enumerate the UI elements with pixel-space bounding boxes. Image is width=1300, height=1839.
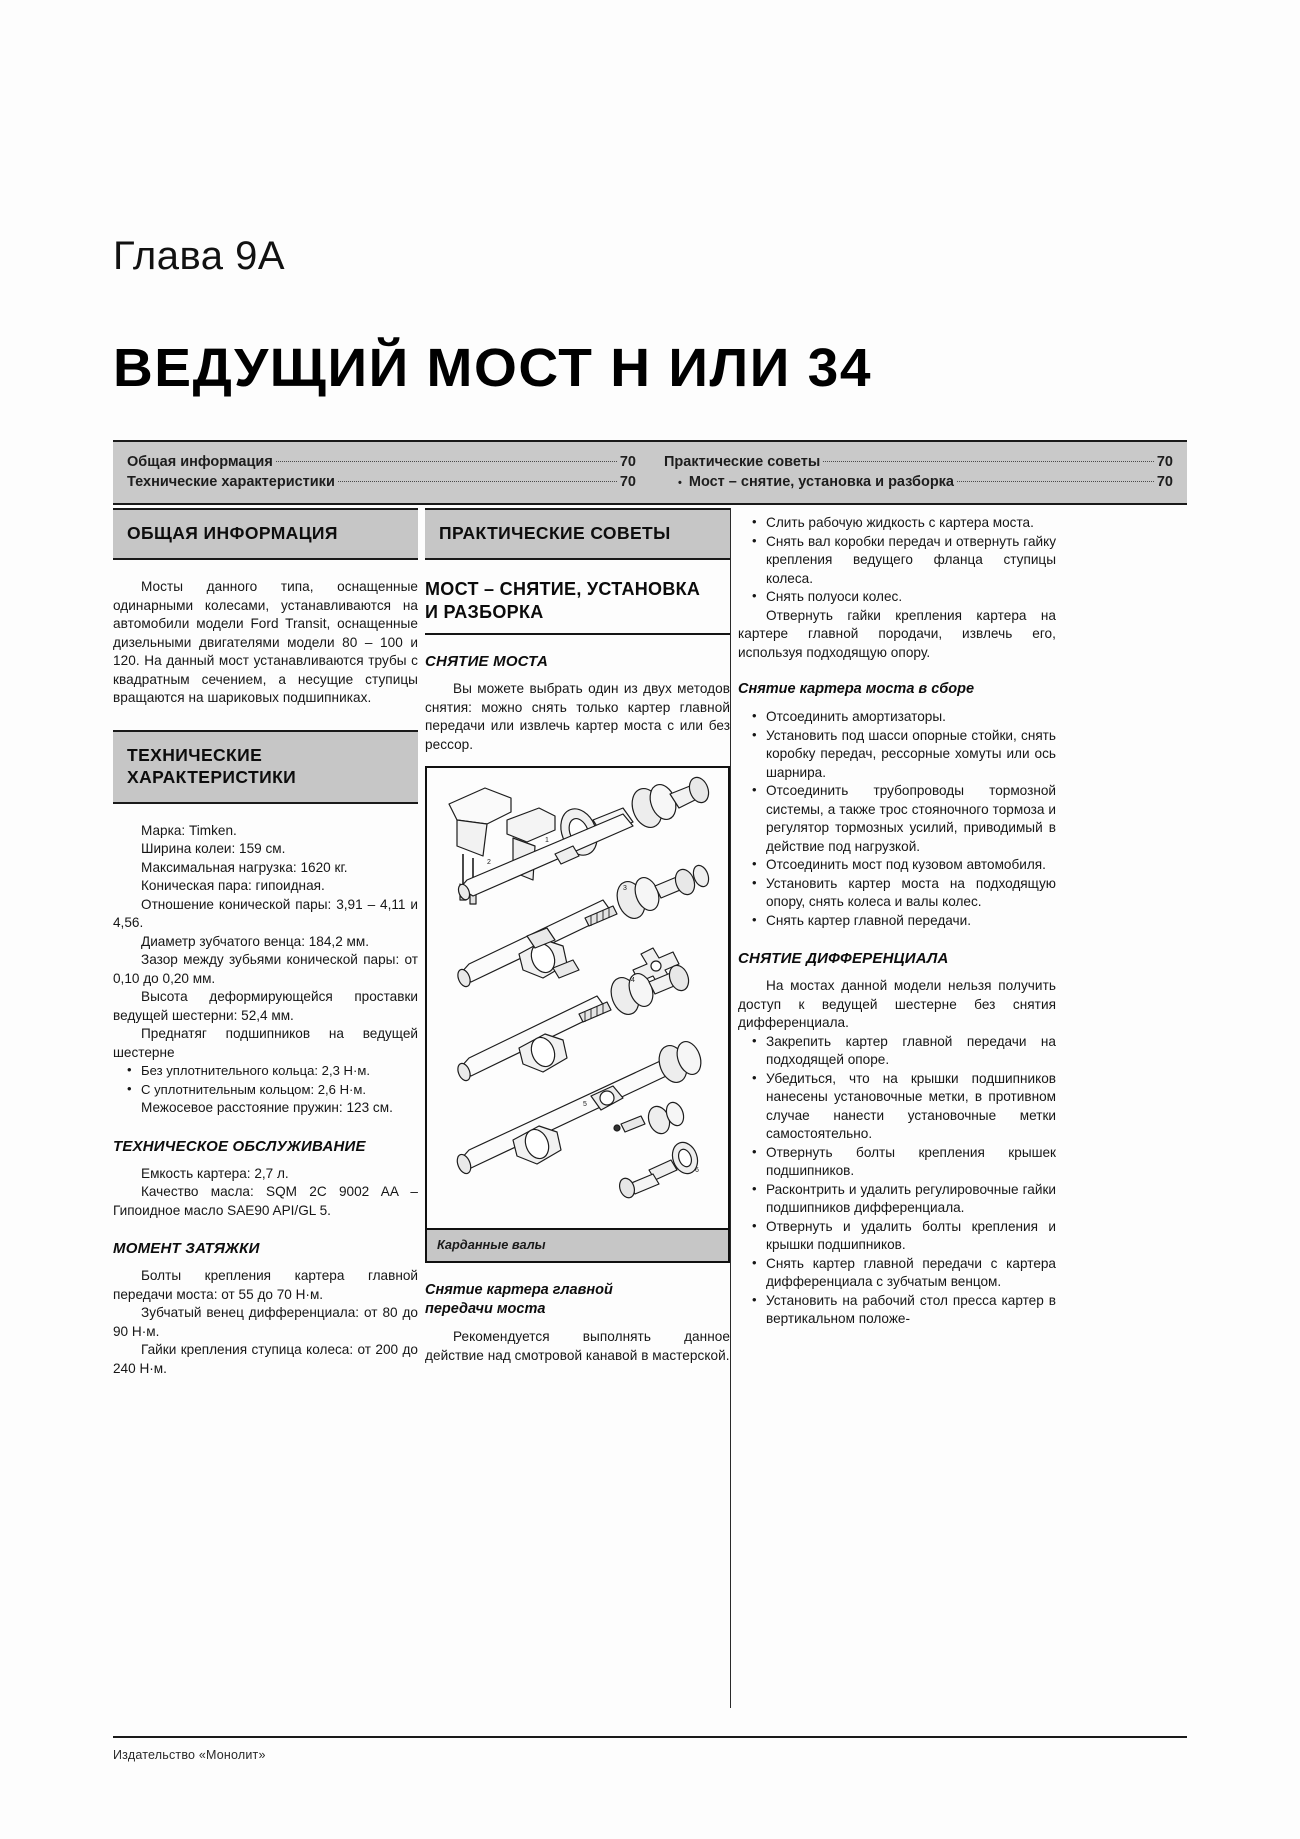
spec-line: Максимальная нагрузка: 1620 кг. bbox=[141, 859, 348, 875]
list-item: • Установить под шасси опорные стойки, снять коробку передач, рессорные хомуты или ось шарнира. bbox=[738, 727, 1056, 783]
list-item: • Отвернуть болты крепления крышек подшипников. bbox=[738, 1144, 1056, 1181]
svg-text:3: 3 bbox=[623, 885, 627, 892]
spec-line: Качество масла: SQM 2C 9002 AA – Гипоидное масло SAE90 API/GL 5. bbox=[113, 1184, 418, 1218]
spec-line: Преднатяг подшипников на ведущей шестерне bbox=[113, 1026, 418, 1060]
spec-line: Болты крепления картера главной передачи моста: от 55 до 70 Н·м. bbox=[113, 1268, 418, 1302]
housing-assembly-bullets bbox=[738, 708, 1056, 930]
differential-bullets bbox=[738, 1033, 1056, 1329]
toc-entry-label: Практические советы bbox=[664, 454, 821, 470]
housing-removal-paragraph: Рекомендуется выполнять данное действие над смотровой канавой в мастерской. bbox=[425, 1329, 730, 1363]
list-item: • Снять картер главной передачи. bbox=[738, 912, 1056, 931]
spec-line: Высота деформирующейся проставки ведущей шестерни: 52,4 мм. bbox=[113, 989, 418, 1023]
column-practical-tips bbox=[425, 508, 730, 1365]
list-item: • Снять вал коробки передач и отвернуть гайку крепления ведущего фланца ступицы колеса. bbox=[738, 533, 1056, 589]
toc-entry bbox=[664, 452, 1173, 472]
subsection-title-axle-removal: СНЯТИЕ МОСТА bbox=[425, 653, 548, 670]
spec-line: Емкость картера: 2,7 л. bbox=[141, 1165, 289, 1181]
figure-image bbox=[427, 768, 728, 1228]
toc-entry-label: Мост – снятие, установка и разборка bbox=[688, 474, 955, 490]
driveshaft-diagram-svg bbox=[427, 768, 728, 1228]
list-item: • Отсоединить амортизаторы. bbox=[738, 708, 1056, 727]
section-header-technical-specs bbox=[113, 730, 418, 804]
toc-entry bbox=[127, 452, 636, 472]
section-title: ПРАКТИЧЕСКИЕ СОВЕТЫ bbox=[439, 523, 671, 543]
figure-caption: Карданные валы bbox=[427, 1228, 728, 1261]
list-item: • Расконтрить и удалить регулировочные гайки подшипников дифференциала. bbox=[738, 1181, 1056, 1218]
footer-divider bbox=[113, 1736, 1187, 1738]
section-title-line1: ТЕХНИЧЕСКИЕ bbox=[127, 744, 263, 765]
subsection-title-housing-assembly: Снятие картера моста в сборе bbox=[738, 681, 975, 697]
toc-entry-page: 70 bbox=[1156, 454, 1173, 470]
housing-removal-title-line1: Снятие картера главной bbox=[425, 1282, 613, 1298]
spec-line: Отношение конической пары: 3,91 – 4,11 и 4,56. bbox=[113, 896, 418, 930]
housing-nuts-paragraph: Отвернуть гайки крепления картера на картере главной породачи, извлечь его, используя подходящую опору. bbox=[738, 607, 1056, 660]
table-of-contents bbox=[113, 440, 1187, 505]
spec-line: Коническая пара: гипоидная. bbox=[141, 878, 325, 893]
section-title-line2: ХАРАКТЕРИСТИКИ bbox=[127, 766, 297, 787]
differential-paragraph: На мостах данной модели нельзя получить доступ к ведущей шестерне без снятия дифференциала. bbox=[738, 978, 1056, 1030]
list-item: • Закрепить картер главной передачи на подходящей опоре. bbox=[738, 1033, 1056, 1070]
column-divider bbox=[730, 508, 731, 1708]
svg-text:5: 5 bbox=[583, 1101, 587, 1108]
topic-title-line1: МОСТ – СНЯТИЕ, УСТАНОВКА bbox=[425, 579, 701, 599]
section-title: ОБЩАЯ ИНФОРМАЦИЯ bbox=[127, 523, 338, 543]
svg-text:4: 4 bbox=[631, 977, 635, 984]
list-item: • Отсоединить трубопроводы тормозной системы, а также трос стояночного тормоза и регулятор тормозных усилий, приводимый в действие под нагрузкой. bbox=[738, 782, 1056, 856]
toc-leader-dots bbox=[957, 481, 1154, 482]
preload-bullet-list bbox=[113, 1062, 418, 1099]
toc-entry-page: 70 bbox=[619, 454, 636, 470]
toc-column-left bbox=[113, 452, 650, 493]
list-item: • Отвернуть и удалить болты крепления и крышки подшипников. bbox=[738, 1218, 1056, 1255]
subsection-title-housing-removal bbox=[425, 1281, 730, 1319]
svg-text:1: 1 bbox=[545, 837, 549, 844]
toc-leader-dots bbox=[276, 461, 617, 462]
list-item: • Установить на рабочий стол пресса картер в вертикальном положе- bbox=[738, 1292, 1056, 1329]
svg-text:2: 2 bbox=[487, 859, 491, 866]
body-columns bbox=[113, 508, 1187, 1708]
list-item: • С уплотнительным кольцом: 2,6 Н·м. bbox=[113, 1081, 418, 1100]
list-item: • Слить рабочую жидкость с картера моста. bbox=[738, 514, 1056, 533]
spec-line: Диаметр зубчатого венца: 184,2 мм. bbox=[141, 933, 370, 949]
axle-removal-paragraph: Вы можете выбрать один из двух методов снятия: можно снять только картер главной передачи или извлечь картер моста с или без рессор. bbox=[425, 681, 730, 752]
section-header-general-information bbox=[113, 508, 418, 560]
toc-entry-page: 70 bbox=[1156, 474, 1173, 490]
toc-entry-label: Общая информация bbox=[127, 454, 273, 470]
subsection-title-differential-removal: СНЯТИЕ ДИФФЕРЕНЦИАЛА bbox=[738, 950, 949, 967]
topic-title-line2: И РАЗБОРКА bbox=[425, 602, 544, 622]
list-item: • Отсоединить мост под кузовом автомобиля. bbox=[738, 856, 1056, 875]
list-item: • Без уплотнительного кольца: 2,3 Н·м. bbox=[113, 1062, 418, 1081]
bullet-icon: • bbox=[678, 477, 682, 489]
housing-removal-title-line2: передачи моста bbox=[425, 1301, 546, 1317]
svg-text:6: 6 bbox=[695, 1167, 699, 1174]
spec-line: Марка: Timken. bbox=[141, 822, 237, 838]
section-header-practical-tips bbox=[425, 508, 730, 560]
topic-underline bbox=[425, 633, 730, 635]
list-item: • Снять картер главной передачи с картера дифференциала с зубчатым венцом. bbox=[738, 1255, 1056, 1292]
general-information-paragraph: Мосты данного типа, оснащенные одинарными колесами, устанавливаются на автомобили модели Ford Transit, оснащенные дизельными двигателями модели 80 – 100 и 120. На данный мост устанавливаются трубы с квадратным сечением, а несущие ступицы вращаются на шариковых подшипниках. bbox=[113, 579, 418, 705]
spec-line: Ширина колеи: 159 см. bbox=[141, 841, 286, 856]
column-procedures bbox=[738, 508, 1056, 1329]
list-item: • Убедиться, что на крышки подшипников нанесены установочные метки, в противном случае нанести установочные метки самостоятельно. bbox=[738, 1070, 1056, 1144]
spec-line-spring-distance: Межосевое расстояние пружин: 123 см. bbox=[141, 1100, 393, 1115]
toc-leader-dots bbox=[338, 481, 617, 482]
toc-column-right bbox=[650, 452, 1187, 493]
spec-line: Зубчатый венец дифференциала: от 80 до 90 Н·м. bbox=[113, 1305, 418, 1339]
toc-leader-dots bbox=[823, 461, 1154, 462]
toc-entry bbox=[664, 472, 1173, 493]
toc-entry-page: 70 bbox=[619, 474, 636, 490]
chapter-label: Глава 9A bbox=[113, 234, 286, 278]
spec-line: Зазор между зубьями конической пары: от 0,10 до 0,20 мм. bbox=[113, 952, 418, 986]
toc-entry-label: Технические характеристики bbox=[127, 474, 335, 490]
list-item: • Установить картер моста на подходящую опору, снять колеса и валы колес. bbox=[738, 875, 1056, 912]
figure-driveshafts bbox=[425, 766, 730, 1263]
subsection-title-service: ТЕХНИЧЕСКОЕ ОБСЛУЖИВАНИЕ bbox=[113, 1137, 366, 1155]
spec-line: Гайки крепления ступица колеса: от 200 до 240 Н·м. bbox=[113, 1342, 418, 1376]
column-general-info bbox=[113, 508, 418, 1378]
list-item: • Снять полуоси колес. bbox=[738, 588, 1056, 607]
toc-entry bbox=[127, 472, 636, 492]
footer-publisher: Издательство «Монолит» bbox=[113, 1748, 266, 1762]
subsection-title-torque: МОМЕНТ ЗАТЯЖКИ bbox=[113, 1240, 260, 1257]
top-procedure-bullets bbox=[738, 514, 1056, 607]
page-title: ВЕДУЩИЙ МОСТ Н ИЛИ 34 bbox=[113, 338, 872, 398]
